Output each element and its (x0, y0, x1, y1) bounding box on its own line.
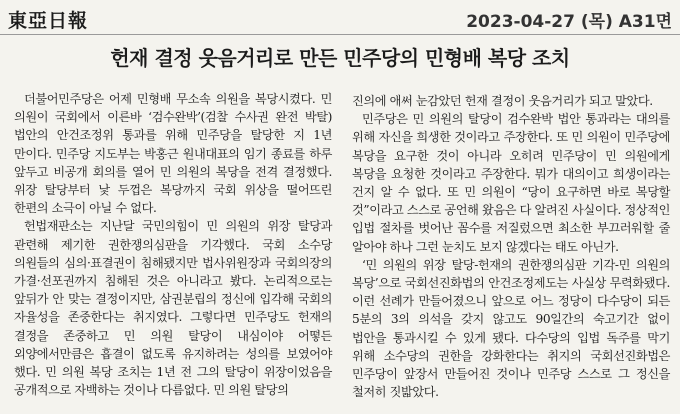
newspaper-logo: 東亞日報 (8, 10, 89, 32)
article-column-right (352, 92, 670, 401)
article-headline: 헌재 결정 웃음거리로 만든 민주당의 민형배 복당 조치 (110, 46, 570, 70)
article-paragraph: 민주당은 민 의원의 탈당이 검수완박 법안 통과라는 대의를 위해 자신을 희생한 것이라고 주장한다. 또 민 의원이 민주당에 복당을 요구한 것이 아니라 오히려 민주당이 민 의원에게 복당을 요청한 것이라고 주장한다. 뭐가 대의이고 희생이라는 건지 알 수 없다. 또 민 의원이 “당이 요구하면 바로 복당할 것”이라고 스스로 공언해 왔음은 다 알려진 사실이다. 정상적인 입법 절차를 벗어난 꼼수를 저질렀으면 최소한 부끄러워할 줄 알아야 하나 그런 눈치도 보지 않겠다는 태도 아닌가. (352, 112, 670, 254)
article-paragraph: ‘민 의원의 위장 탈당-헌재의 권한쟁의심판 기각-민 의원의 복당’으로 국회선진화법의 안건조정제도는 사실상 무력화됐다. 이런 선례가 만들어졌으니 앞으로 어느 정당이 다수당이 되든 5분의 3의 의석을 갖지 않고도 90일간의 숙고기간 없이 법안을 통과시킬 수 있게 됐다. 다수당의 입법 독주를 막기 위해 소수당의 권한을 강화한다는 취지의 국회선진화법은 민주당이 앞장서 만들어진 것이나 민주당 스스로 그 정신을 철저히 짓밟았다. (352, 257, 670, 400)
article-paragraph: 더불어민주당은 어제 민형배 무소속 의원을 복당시켰다. 민 의원이 국회에서 이른바 ‘검수완박’(검찰 수사권 완전 박탈) 법안의 안건조정위 통과를 위해 민주당을 탈당한 지 1년 만이다. 민주당 지도부는 박홍근 원내대표의 임기 종료를 하루 앞두고 비공개 회의를 열어 민 의원의 복당을 전격 결정했다. 위장 탈당부터 낯 두껍은 복당까지 국회 위상을 떨어뜨린 한편의 소극이 아닐 수 없다. (14, 92, 332, 216)
article-paragraph: 진의에 애써 눈감았던 헌재 결정이 웃음거리가 되고 말았다. (352, 94, 653, 108)
publication-dateline: 2023-04-27 (목) A31면 (466, 12, 672, 32)
article-paragraph: 헌법재판소는 지난달 국민의힘이 민 의원의 위장 탈당과 관련해 제기한 권한쟁의심판을 기각했다. 국회 소수당 의원들의 심의·표결권이 침해됐지만 법사위원장과 국회의장의 가결·선포권까지 침해된 것은 아니라고 봤다. 논리적으로는 앞뒤가 안 맞는 결정이지만, 삼권분립의 정신에 입각해 국회의 자율성을 존중한다는 취지였다. 그렇다면 민주당도 헌재의 결정을 존중하고 민 의원 탈당이 내심이야 어떻든 외양에서만큼은 흡결이 없도록 유지하려는 성의를 보였어야 했다. 민 의원 복당 조치는 1년 전 그의 탈당이 위장이었음을 공개적으로 자백하는 것이나 다름없다. 민 의원 탈당의 (14, 219, 332, 398)
masthead (0, 0, 680, 34)
article-column-left (14, 90, 332, 399)
masthead-divider (0, 34, 680, 35)
